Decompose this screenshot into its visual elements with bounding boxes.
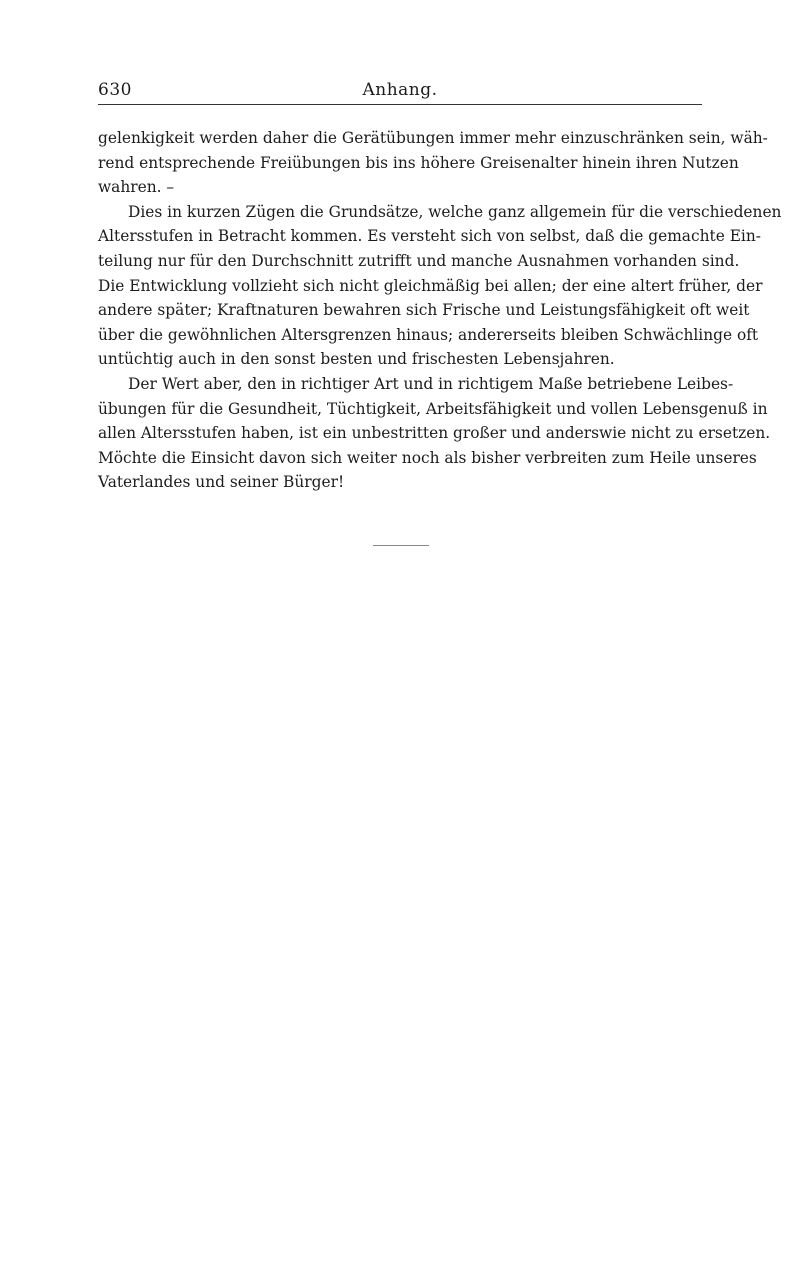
text-line: rend entsprechende Freiübungen bis ins höhere Greisenalter hinein ihren Nutzen — [98, 153, 739, 172]
text-line: untüchtig auch in den sonst besten und frischesten Lebensjahren. — [98, 350, 615, 369]
text-line: gelenkigkeit werden daher die Gerätübungen immer mehr einzuschränken sein, wäh- — [98, 129, 768, 147]
page-header — [98, 80, 702, 105]
text-line: Möchte die Einsicht davon sich weiter noch als bisher verbreiten zum Heile unseres — [98, 448, 757, 467]
running-head: Anhang. — [362, 80, 438, 100]
page-number: 630 — [98, 80, 132, 100]
text-line: über die gewöhnlichen Altersgrenzen hinaus; andererseits bleiben Schwächlinge oft — [98, 325, 759, 344]
closing-rule — [373, 545, 429, 546]
text-line: Der Wert aber, den in richtiger Art und in richtigem Maße betriebene Leibes- — [128, 374, 734, 393]
text-line: Dies in kurzen Zügen die Grundsätze, welche ganz allgemein für die verschiedenen — [128, 202, 782, 221]
text-line: Vaterlandes und seiner Bürger! — [98, 473, 345, 492]
text-line: andere später; Kraftnaturen bewahren sich Frische und Leistungsfähigkeit oft weit — [98, 301, 750, 320]
text-line: allen Altersstufen haben, ist ein unbestritten großer und anderswie nicht zu ersetzen. — [98, 424, 771, 443]
text-line: teilung nur für den Durchschnitt zutrifft und manche Ausnahmen vorhanden sind. — [98, 251, 740, 270]
text-line: Altersstufen in Betracht kommen. Es versteht sich von selbst, daß die gemachte Ein- — [98, 227, 761, 246]
text-line: übungen für die Gesundheit, Tüchtigkeit, Arbeitsfähigkeit und vollen Lebensgenuß in — [98, 399, 768, 418]
text-line: wahren. – — [98, 178, 175, 197]
body-text — [98, 126, 782, 495]
text-line: Die Entwicklung vollzieht sich nicht gleichmäßig bei allen; der eine altert früher, der — [98, 276, 763, 295]
